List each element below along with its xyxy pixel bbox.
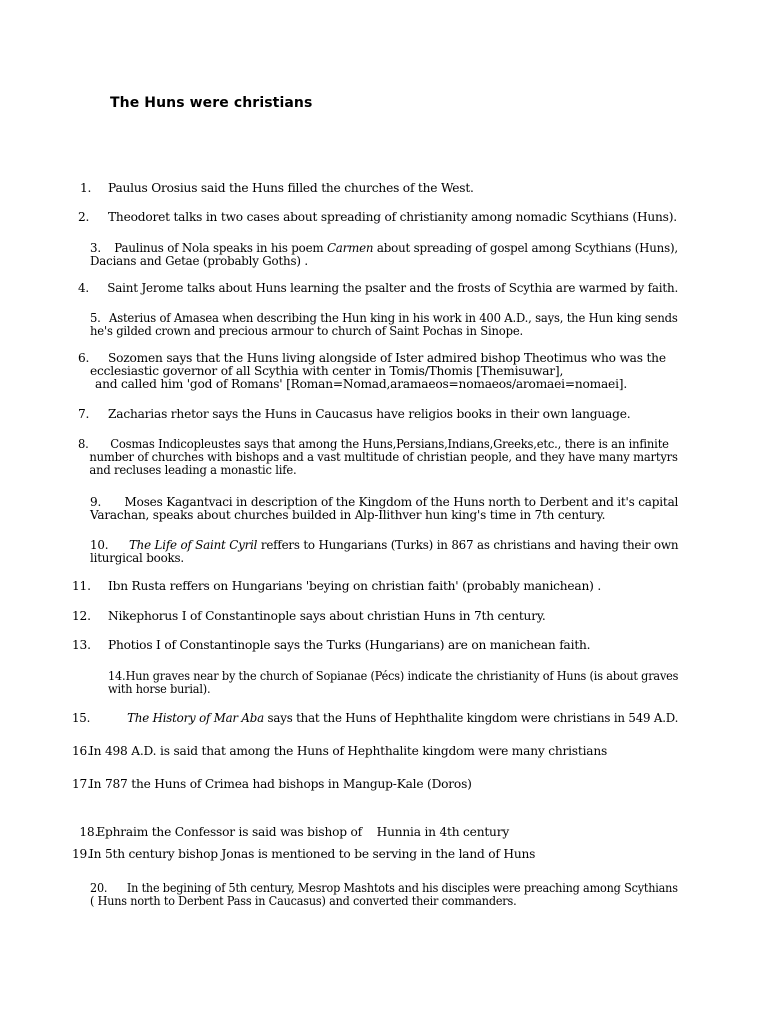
- item-text-line3: and called him 'god of Romans' [Roman=Nomad,aramaeos=nomaeos/aromaei=nomaei].: [95, 377, 627, 391]
- item-text: Moses Kagantvaci in description of the Kingdom of the Huns north to Derbent and it's capital: [124, 495, 679, 509]
- list-item-2: [78, 211, 677, 224]
- item-number: 1.: [80, 181, 92, 195]
- item-number: 19.: [72, 847, 91, 861]
- list-item-19: [72, 848, 535, 861]
- item-text: Nikephorus I of Constantinople says about christian Huns in 7th century.: [108, 609, 546, 623]
- item-text: Ephraim the Confessor is said was bishop of Hunnia in 4th century: [96, 825, 510, 839]
- item-number: 16.: [72, 744, 91, 758]
- item-text: reffers to Hungarians (Turks) in 867 as christians and having their own: [257, 538, 679, 552]
- item-number: 17.: [72, 777, 91, 791]
- list-item-14: [108, 670, 678, 696]
- item-number: 2.: [78, 210, 90, 224]
- item-number: 3.: [90, 241, 101, 255]
- item-number: 5.: [90, 311, 101, 325]
- item-number: 20.: [90, 881, 108, 895]
- item-text-line2: ecclesiastic governor of all Scythia with center in Tomis/Thomis [Themisuwar],: [90, 364, 564, 378]
- item-number: 9.: [90, 495, 102, 509]
- item-text-line2: Varachan, speaks about churches builded in Alp-Ilithver hun king's time in 7th century.: [90, 508, 606, 522]
- item-text: In the begining of 5th century, Mesrop Mashtots and his disciples were preaching among Scythians: [126, 881, 678, 895]
- item-text-continued: about spreading of gospel among Scythians (Huns),: [373, 241, 678, 255]
- list-item-8: [78, 438, 678, 477]
- item-text: Paulinus of Nola speaks in his poem: [114, 241, 327, 255]
- list-item-4: [78, 282, 678, 295]
- list-item-5: [90, 312, 678, 338]
- list-item-7: [78, 408, 630, 421]
- item-text: In 498 A.D. is said that among the Huns of Hephthalite kingdom were many christians: [89, 744, 608, 758]
- list-item-16: [72, 745, 607, 758]
- list-item-10: [90, 539, 678, 565]
- item-number: 7.: [78, 407, 90, 421]
- item-text-line2: Dacians and Getae (probably Goths) .: [90, 254, 308, 268]
- work-title: The Life of Saint Cyril: [128, 538, 258, 552]
- item-text: Paulus Orosius said the Huns filled the churches of the West.: [108, 181, 474, 195]
- item-number: 13.: [72, 638, 91, 652]
- item-number: 4.: [78, 281, 89, 295]
- item-text: Ibn Rusta reffers on Hungarians 'beying on christian faith' (probably manichean) .: [108, 579, 602, 593]
- work-title: The History of Mar Aba: [127, 711, 264, 725]
- list-item-17: [72, 778, 472, 791]
- list-item-11: [72, 580, 601, 593]
- item-number: 15.: [72, 711, 91, 725]
- item-text-line2: he's gilded crown and precious armour to church of Saint Pochas in Sinope.: [90, 324, 524, 338]
- item-text-line3: and recluses leading a monastic life.: [89, 463, 297, 477]
- poem-title: Carmen: [326, 241, 374, 255]
- item-text-line2: liturgical books.: [90, 551, 185, 565]
- item-text: Saint Jerome talks about Huns learning the psalter and the frosts of Scythia are warmed by faith.: [107, 281, 679, 295]
- item-number: 14.: [108, 669, 126, 683]
- document-title: The Huns were christians: [110, 95, 313, 111]
- item-text: Asterius of Amasea when describing the Hun king in his work in 400 A.D., says, the Hun king sends: [109, 311, 678, 325]
- item-text: In 787 the Huns of Crimea had bishops in Mangup-Kale (Doros): [89, 777, 472, 791]
- list-item-13: [72, 639, 590, 652]
- list-item-6: [78, 352, 666, 391]
- item-number: 10.: [90, 538, 109, 552]
- item-text: Theodoret talks in two cases about spreading of christianity among nomadic Scythians (Huns).: [108, 210, 677, 224]
- item-text-line2: ( Huns north to Derbent Pass in Caucasus) and converted their commanders.: [90, 894, 517, 908]
- list-item-15: [72, 712, 678, 725]
- list-item-18: [72, 813, 509, 839]
- item-text: Cosmas Indicopleustes says that among the Huns,Persians,Indians,Greeks,etc., there is an infinite: [110, 437, 669, 451]
- list-item-1: [80, 182, 474, 195]
- item-number: 18.: [79, 825, 99, 839]
- item-text: Photios I of Constantinople says the Turks (Hungarians) are on manichean faith.: [108, 638, 591, 652]
- item-number: 11.: [72, 579, 91, 593]
- item-text: says that the Huns of Hephthalite kingdom were christians in 549 A.D.: [263, 711, 679, 725]
- item-text-line2: with horse burial).: [108, 682, 211, 696]
- list-item-12: [72, 610, 546, 623]
- item-number: 8.: [78, 437, 89, 451]
- item-number: 6.: [78, 351, 90, 365]
- list-item-3: [90, 242, 678, 268]
- item-text: In 5th century bishop Jonas is mentioned to be serving in the land of Huns: [89, 847, 536, 861]
- item-text: Zacharias rhetor says the Huns in Caucasus have religios books in their own language.: [108, 407, 631, 421]
- list-item-20: [90, 882, 678, 908]
- list-item-9: [90, 496, 678, 522]
- item-text: Sozomen says that the Huns living alongside of Ister admired bishop Theotimus who was the: [108, 351, 666, 365]
- item-number: 12.: [72, 609, 91, 623]
- item-text: Hun graves near by the church of Sopianae (Pécs) indicate the christianity of Huns (is about graves: [125, 669, 679, 683]
- item-text-line2: number of churches with bishops and a vast multitude of christian people, and they have many martyrs: [89, 450, 678, 464]
